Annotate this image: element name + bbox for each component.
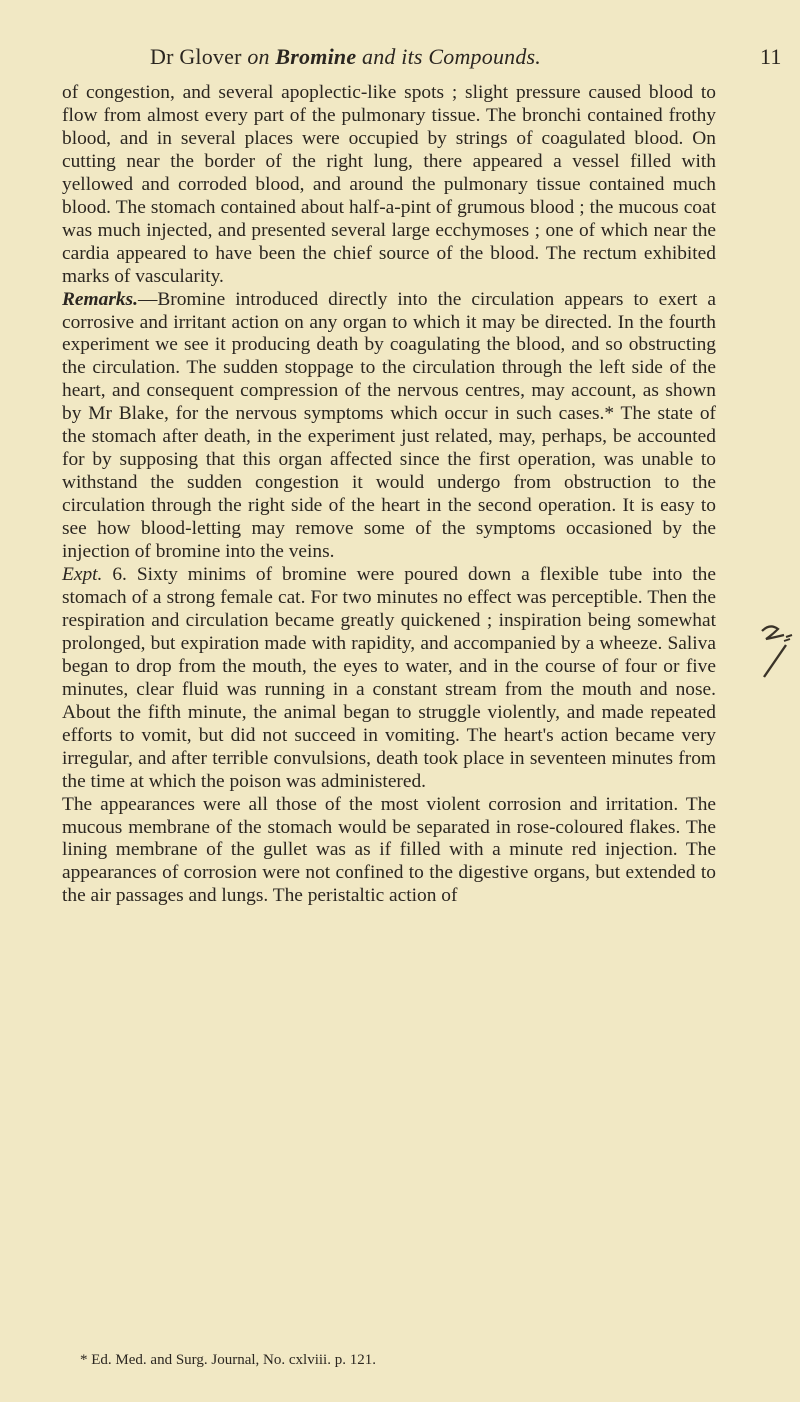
paragraph-congestion: of congestion, and several apoplectic-like spots ; slight pressure caused blood to flow from almost every part of the pulmonary tissue. The bronchi contained frothy blood, and in several places were occupied by strings of coagulated blood. On cutting near the border of the right lung, there appeared a vessel filled with yellowed and corroded blood, and around the pulmonary tissue contained much blood. The stomach contained about half-a-pint of grumous blood ; the mucous coat was much injected, and presented several large ecchymoses ; one of which near the cardia appeared to have been the chief source of the blood. The rectum exhibited marks of vascularity. bbox=[62, 82, 716, 287]
body-text bbox=[62, 82, 716, 908]
remarks-text: —Bromine introduced directly into the circulation appears to exert a corrosive and irritant action on any organ to which it may be directed. In the fourth experiment we see it producing death by coagulating the blood, and so obstructing the circulation. The sudden stoppage to the circulation through the left side of the heart, and consequent compression of the nervous centres, may account, as shown by Mr Blake, for the nervous symptoms which occur in such cases.* The state of the stomach after death, in the experiment just related, may, perhaps, be accounted for by supposing that this organ affected since the first operation, was unable to withstand the sudden congestion it would undergo from obstruction to the circulation through the right side of the heart in the second operation. It is easy to see how blood-letting may remove some of the symptoms occasioned by the injection of bromine into the veins. bbox=[62, 288, 716, 563]
page-number: 11 bbox=[760, 44, 782, 69]
remarks-label: Remarks. bbox=[62, 288, 138, 310]
running-head bbox=[150, 44, 780, 70]
paragraph-appearances: The appearances were all those of the most violent corrosion and irritation. The mucous membrane of the stomach would be separated in rose-coloured flakes. The lining membrane of the gullet was as if filled with a minute red injection. The appearances of corrosion were not confined to the digestive organs, but extended to the air passages and lungs. The peristaltic action of bbox=[62, 793, 716, 907]
header-and-compounds: and its Compounds. bbox=[362, 44, 542, 69]
footnote: * Ed. Med. and Surg. Journal, No. cxlviii. p. 121. bbox=[80, 1352, 376, 1368]
header-subject: Bromine bbox=[275, 44, 357, 69]
paragraph-remarks bbox=[62, 289, 716, 564]
header-author: Dr Glover bbox=[150, 44, 242, 69]
expt-text: 6. Sixty minims of bromine were poured down a flexible tube into the stomach of a strong female cat. For two minutes no effect was perceptible. Then the respiration and circulation became greatly quickened ; inspiration being somewhat prolonged, but expiration made with rapidity, and accompanied by a wheeze. Saliva began to drop from the mouth, the eyes to water, and in the course of four or five minutes, clear fluid was running in a constant stream from the mouth and nose. About the fifth minute, the animal began to struggle violently, and made repeated efforts to vomit, but did not succeed in vomiting. The heart's action became very irregular, and after terrible convulsions, death took place in seventeen minutes from the time at which the poison was administered. bbox=[62, 564, 716, 792]
header-on: on bbox=[247, 44, 270, 69]
handwritten-margin-mark bbox=[756, 615, 796, 685]
expt-label: Expt. bbox=[62, 564, 103, 586]
paragraph-experiment-6 bbox=[62, 564, 716, 794]
